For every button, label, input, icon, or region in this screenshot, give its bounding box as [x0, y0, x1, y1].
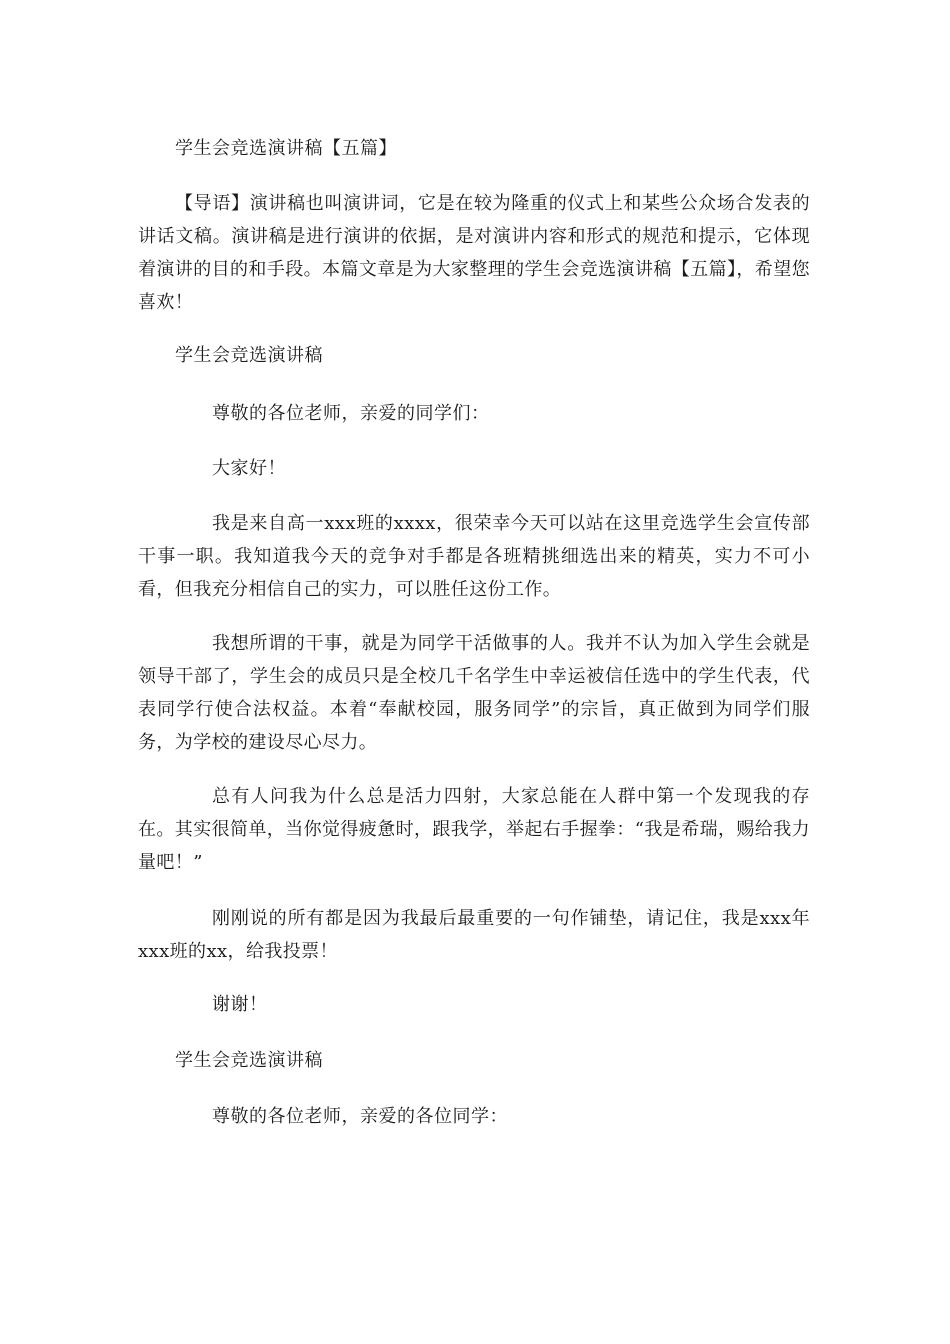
section-1-paragraph: 我想所谓的干事，就是为同学干活做事的人。我并不认为加入学生会就是领导干部了，学生会的成员只是全校几千名学生中幸运被信任选中的学生代表，代表同学行使合法权益。本着“奉献校园，服务同学”的宗旨，真正做到为同学们服务，为学校的建设尽心尽力。	[138, 633, 810, 753]
section-1-salutation: 尊敬的各位老师，亲爱的同学们：	[212, 403, 490, 424]
section-1-paragraph: 刚刚说的所有都是因为我最后最重要的一句作铺垫，请记住，我是xxx年xxx班的xx，给我投票！	[138, 908, 810, 962]
intro-paragraph: 【导语】演讲稿也叫演讲词，它是在较为隆重的仪式上和某些公众场合发表的讲话文稿。演讲稿是进行演讲的依据，是对演讲内容和形式的规范和提示，它体现着演讲的目的和手段。本篇文章是为大家整理的学生会竞选演讲稿【五篇】，希望您喜欢！	[138, 193, 810, 313]
document-title: 学生会竞选演讲稿【五篇】	[175, 138, 397, 159]
section-1-closing: 谢谢！	[212, 994, 268, 1015]
section-1-paragraph: 总有人问我为什么总是活力四射，大家总能在人群中第一个发现我的存在。其实很简单，当你觉得疲惫时，跟我学，举起右手握拳：“我是希瑞，赐给我力量吧！”	[138, 786, 810, 873]
section-1-paragraph: 我是来自高一xxx班的xxxx，很荣幸今天可以站在这里竞选学生会宣传部干事一职。我知道我今天的竞争对手都是各班精挑细选出来的精英，实力不可小看，但我充分相信自己的实力，可以胜任这份工作。	[138, 513, 810, 600]
section-1-greeting: 大家好！	[212, 458, 286, 479]
section-2-heading: 学生会竞选演讲稿	[175, 1050, 323, 1071]
section-2-salutation: 尊敬的各位老师，亲爱的各位同学：	[212, 1106, 508, 1127]
section-1-heading: 学生会竞选演讲稿	[175, 345, 323, 366]
